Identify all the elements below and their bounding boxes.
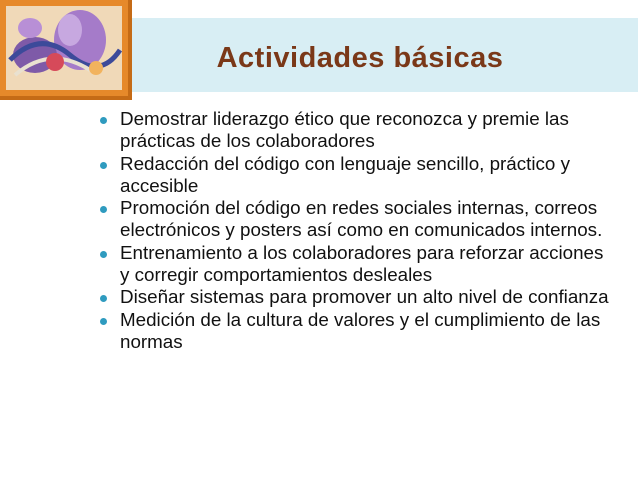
bullet-text: Redacción del código con lenguaje sencillo, práctico y accesible [120,152,570,196]
list-item [100,153,612,198]
list-item [100,309,612,354]
slide-title: Actividades básicas [216,42,504,74]
list-item [100,242,612,287]
bullet-text: Diseñar sistemas para promover un alto nivel de confianza [120,286,609,308]
bullet-dot-icon [100,251,107,258]
bullet-text: Demostrar liderazgo ético que reconozca y premie las prácticas de los colaboradores [120,108,569,152]
list-item [100,197,612,242]
bullet-dot-icon [100,206,107,213]
bullet-text: Promoción del código en redes sociales internas, correos electrónicos y posters así como en comunicados internos. [120,197,603,241]
bullet-dot-icon [100,117,107,124]
list-item [100,108,612,153]
bullet-dot-icon [100,295,107,302]
abstract-figures-illustration [0,0,128,96]
bullet-list [100,108,612,353]
decorative-artwork [0,0,132,100]
list-item [100,286,612,308]
bullet-text: Medición de la cultura de valores y el cumplimiento de las normas [120,308,601,352]
bullet-dot-icon [100,318,107,325]
bullet-dot-icon [100,162,107,169]
bullet-text: Entrenamiento a los colaboradores para reforzar acciones y corregir comportamientos desleales [120,241,604,286]
